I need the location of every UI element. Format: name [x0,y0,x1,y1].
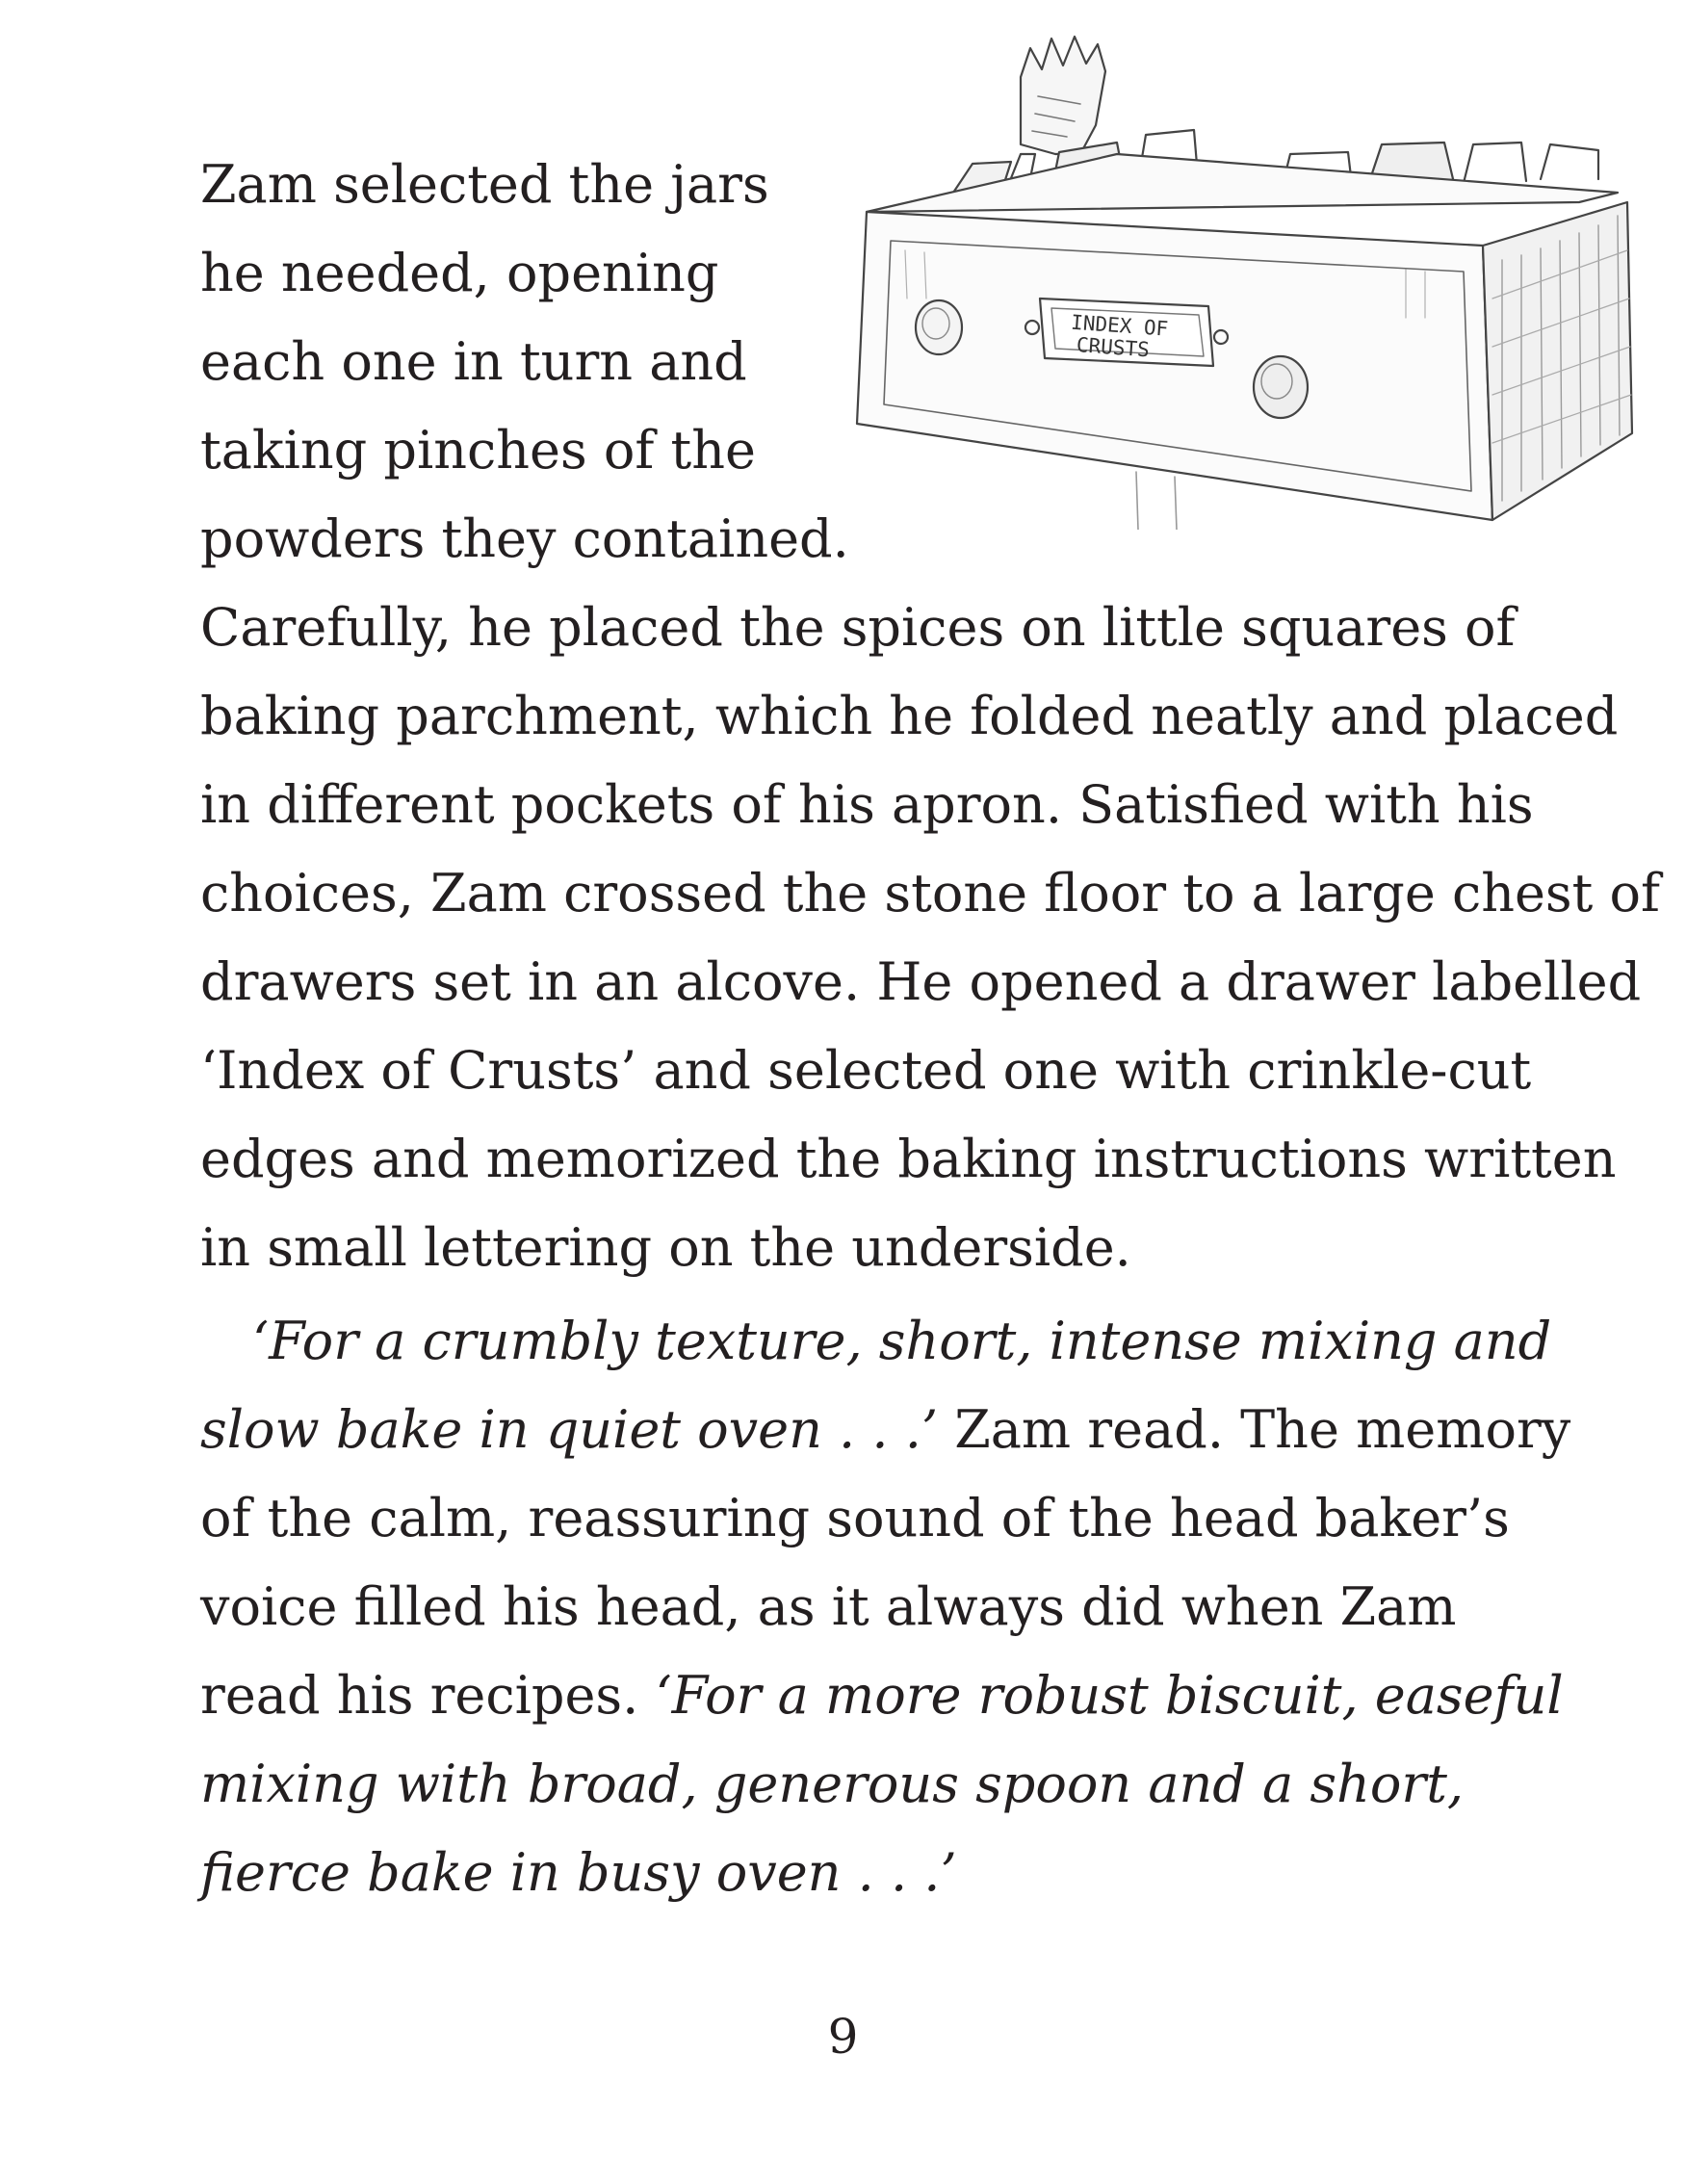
line-text: in small lettering on the underside. [200,1217,1131,1278]
text-line-4 [200,406,756,495]
line-text: each one in turn and [200,331,747,392]
drawer-label-line2: CRUSTS [1076,333,1151,362]
text-line-13 [200,1204,1131,1292]
text-line-6 [200,584,1516,672]
line-italic: ‘For a crumbly texture, short, intense mixing and [252,1311,1552,1371]
line-text: baking parchment, which he folded neatly and placed [200,686,1619,746]
line-text: read his recipes. [200,1665,656,1726]
text-line-5 [200,495,849,584]
text-line-3 [200,318,747,406]
text-line-18 [200,1651,1564,1740]
page-number: 9 [827,2009,859,2065]
text-line-14 [252,1297,1551,1386]
line-italic: mixing with broad, generous spoon and a short, [200,1754,1465,1814]
line-text: drawers set in an alcove. He opened a drawer labelled [200,951,1642,1012]
line-italic: slow bake in quiet oven . . .’ [200,1399,939,1460]
line-text: in different pockets of his apron. Satisfied with his [200,774,1534,835]
text-line-8 [200,761,1534,849]
text-line-16 [200,1474,1510,1563]
line-text: taking pinches of the [200,420,756,481]
line-text: ‘Index of Crusts’ and selected one with crinkle-cut [200,1040,1532,1101]
line-text: powders they contained. [200,508,849,569]
line-text: he needed, opening [200,243,719,303]
drawer-illustration [828,10,1647,530]
line-text: voice filled his head, as it always did when Zam [200,1576,1457,1637]
line-text: Zam selected the jars [200,154,769,215]
text-line-17 [200,1563,1457,1651]
text-line-2 [200,229,718,318]
text-line-9 [200,849,1660,938]
line-italic: ‘For a more robust biscuit, easeful [655,1665,1564,1726]
text-line-15 [200,1386,1570,1474]
text-line-7 [200,672,1618,761]
text-line-1 [200,141,769,229]
line-text: choices, Zam crossed the stone floor to a large chest of [200,863,1661,923]
line-text: edges and memorized the baking instructions written [200,1129,1617,1189]
line-text: of the calm, reassuring sound of the head baker’s [200,1488,1510,1548]
text-line-11 [200,1027,1531,1115]
text-line-12 [200,1115,1616,1204]
text-line-10 [200,938,1641,1027]
text-line-19 [200,1740,1464,1829]
line-text: Zam read. The memory [938,1399,1571,1460]
line-text: Carefully, he placed the spices on little squares of [200,597,1516,658]
drawer-label-line1: INDEX OF [1070,310,1170,341]
line-italic: fierce bake in busy oven . . .’ [200,1842,957,1903]
text-line-20 [200,1829,957,1917]
